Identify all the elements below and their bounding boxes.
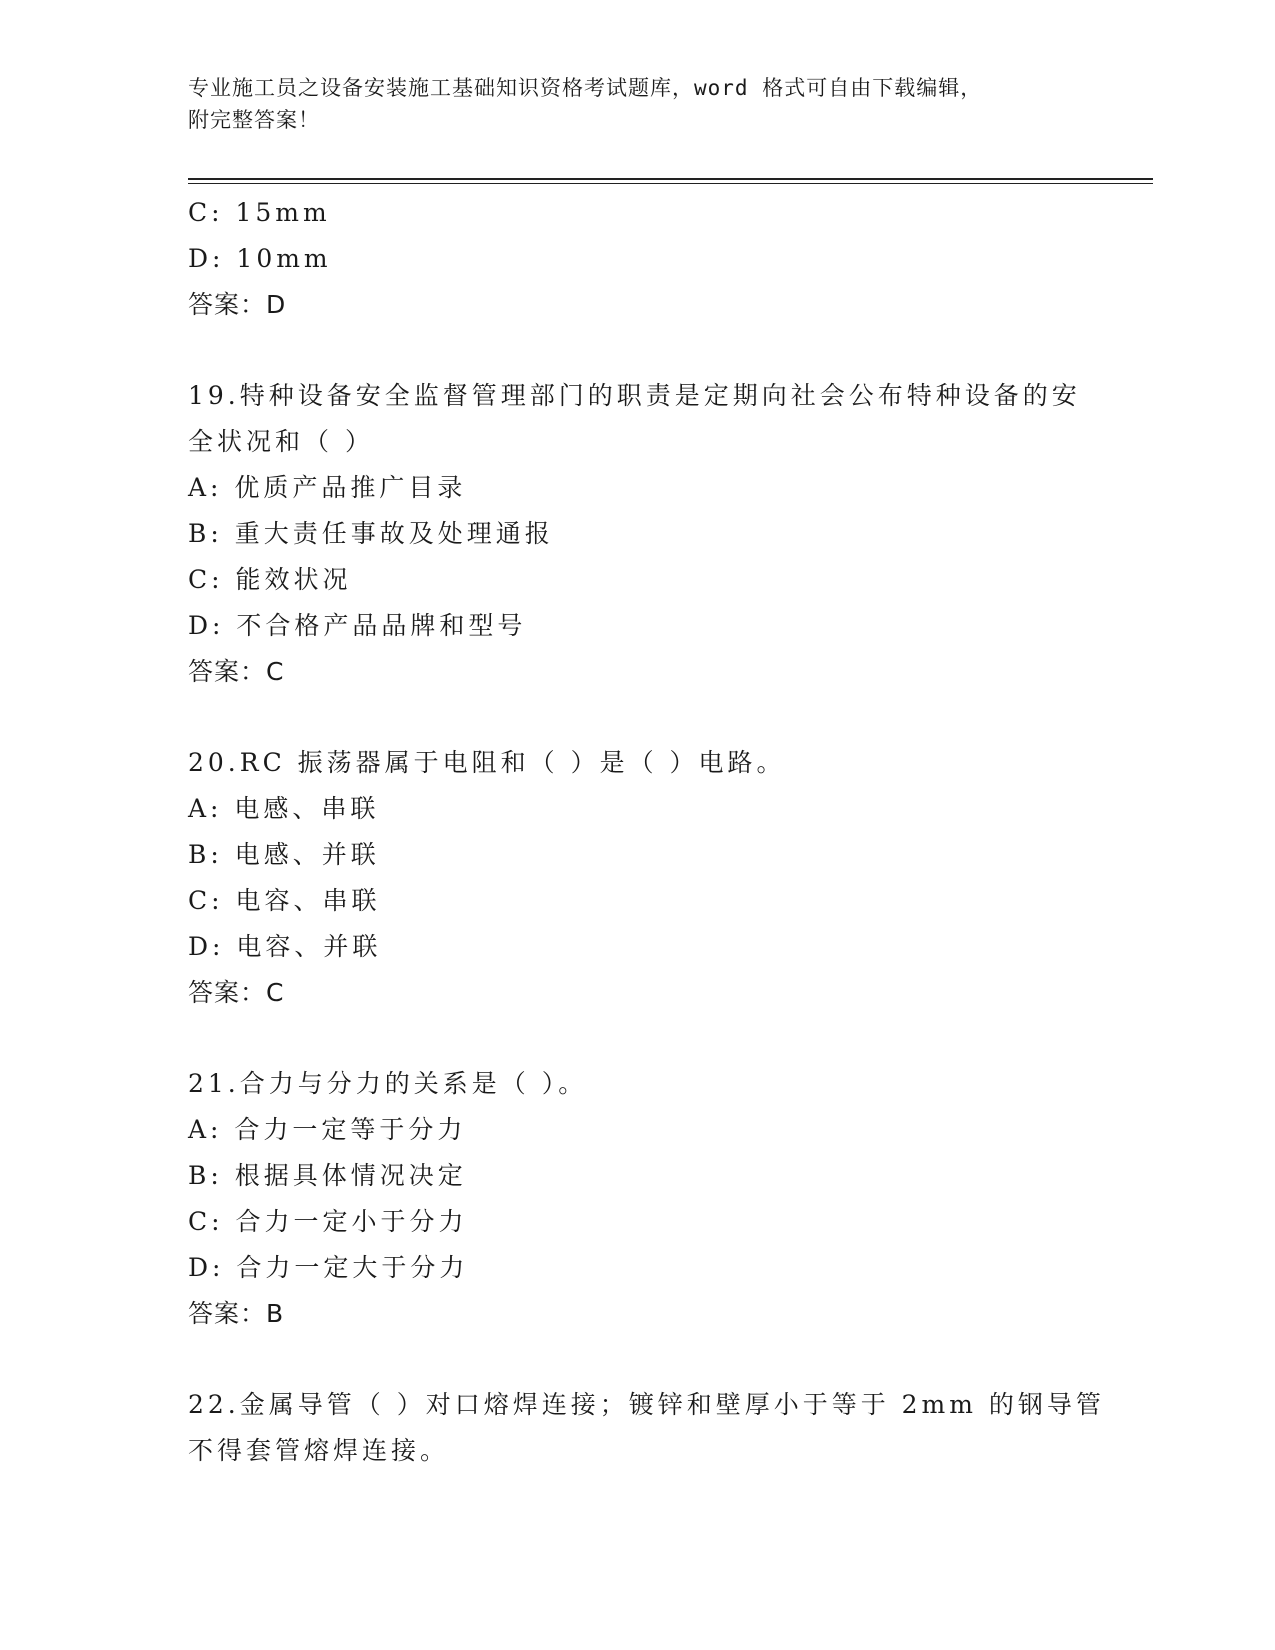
option-d: D: 电容、并联 [188,932,382,961]
header-line-1: 专业施工员之设备安装施工基础知识资格考试题库，word 格式可自由下载编辑， [188,76,983,100]
option-d: D: 不合格产品品牌和型号 [188,611,527,640]
question-stem-continued: 不得套管熔焊连接。 [188,1436,450,1465]
question-list [188,190,1105,1474]
answer: 答案：C [188,978,285,1007]
option-a: A: 电感、串联 [188,794,380,823]
question-20 [188,740,1088,1016]
option-b: B: 电感、并联 [188,840,380,869]
option-a: A: 合力一定等于分力 [188,1115,467,1144]
answer: 答案：B [188,1299,285,1328]
question-stem: 19.特种设备安全监督管理部门的职责是定期向社会公布特种设备的安 [188,381,1081,410]
header-divider-thin [188,183,1153,184]
option-c: C: 合力一定小于分力 [188,1207,468,1236]
spacer [188,328,1088,373]
question-stem: 21.合力与分力的关系是（ ）。 [188,1069,588,1098]
answer: 答案：D [188,290,287,319]
question-21 [188,1061,1088,1337]
option-b: B: 重大责任事故及处理通报 [188,519,554,548]
header-divider-thick [188,178,1153,180]
question-22 [188,1382,1105,1474]
option-b: B: 根据具体情况决定 [188,1161,467,1190]
question-stem: 22.金属导管（ ）对口熔焊连接；镀锌和壁厚小于等于 2mm 的钢导管 [188,1390,1105,1419]
answer: 答案：C [188,657,285,686]
option-c: C: 15mm [188,198,331,227]
spacer [188,1337,1088,1382]
option-a: A: 优质产品推广目录 [188,473,467,502]
option-d: D: 合力一定大于分力 [188,1253,469,1282]
question-19 [188,373,1088,695]
spacer [188,1016,1088,1061]
option-c: C: 电容、串联 [188,886,381,915]
option-c: C: 能效状况 [188,565,352,594]
question-stem-continued: 全状况和（ ） [188,427,374,456]
question-18 [188,190,1088,328]
document-header [188,72,1088,136]
header-line-2: 附完整答案！ [188,108,320,132]
option-d: D: 10mm [188,244,332,273]
spacer [188,695,1088,740]
question-stem: 20.RC 振荡器属于电阻和（ ）是（ ）电路。 [188,748,786,777]
